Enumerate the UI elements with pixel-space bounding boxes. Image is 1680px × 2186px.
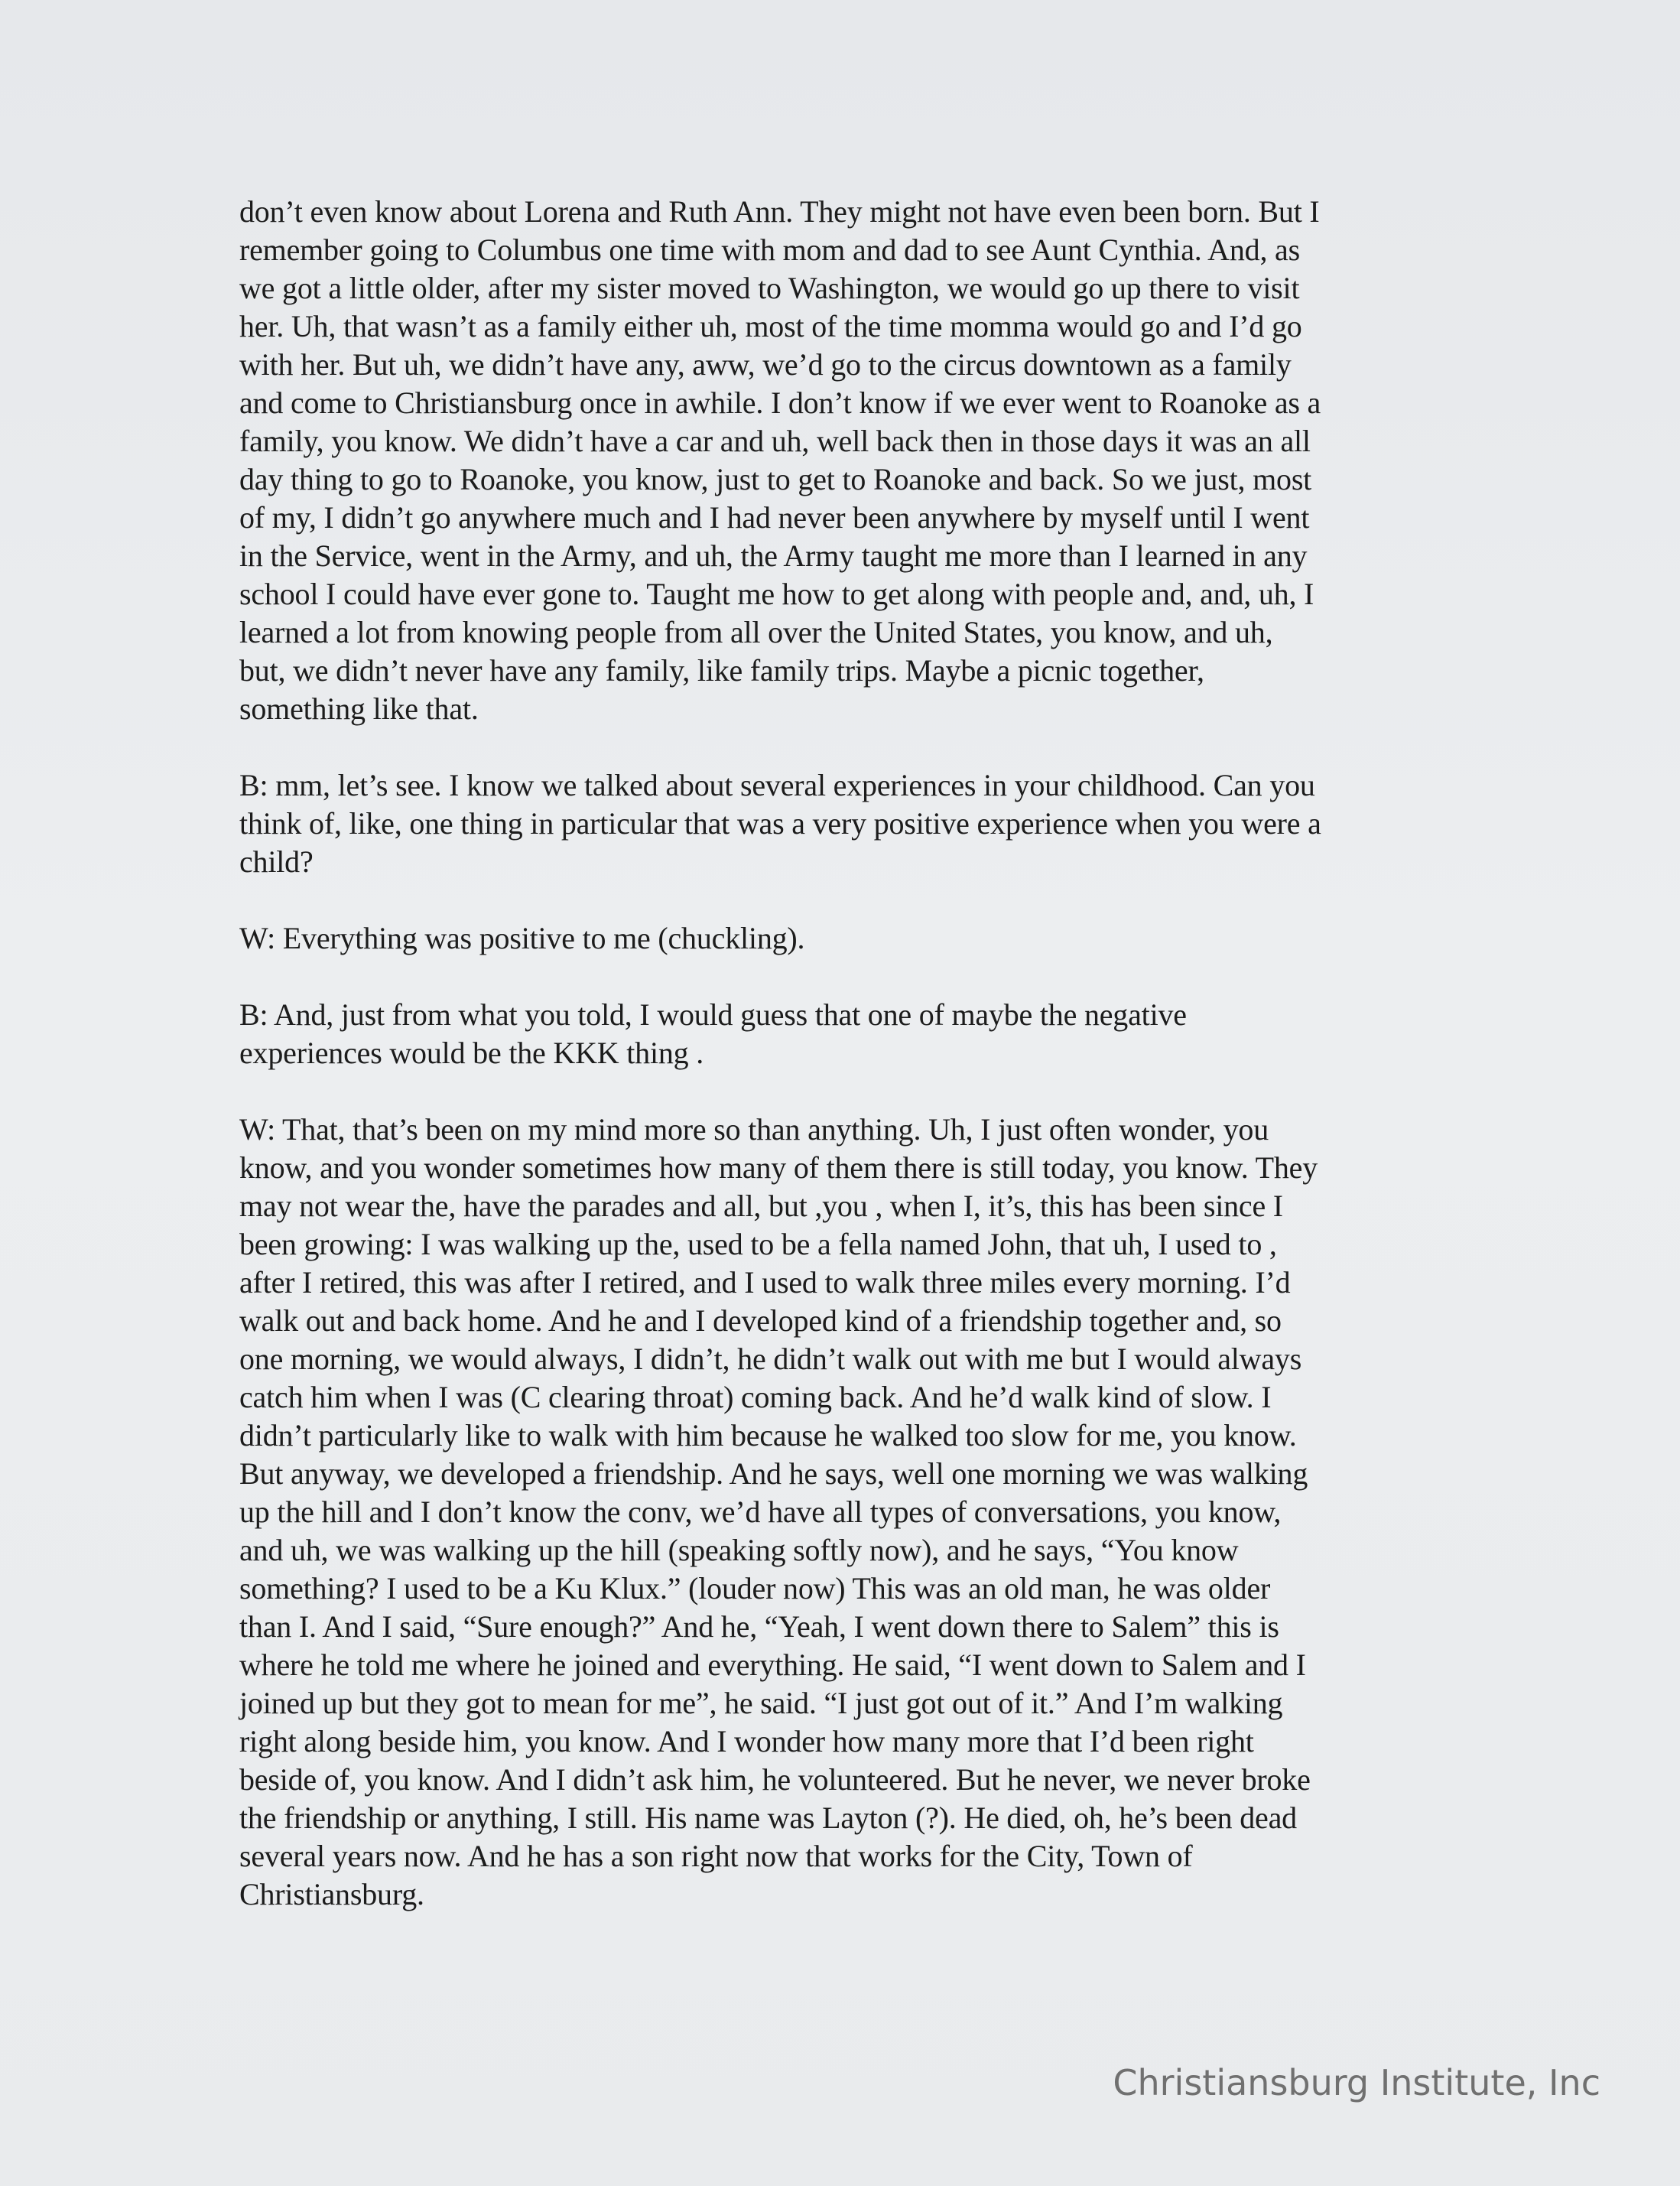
transcript-line: But anyway, we developed a friendship. And he says, well one morning we was walking <box>239 1456 1308 1491</box>
transcript-line: walk out and back home. And he and I developed kind of a friendship together and, so <box>239 1303 1282 1338</box>
transcript-line: than I. And I said, “Sure enough?” And he, “Yeah, I went down there to Salem” this is <box>239 1609 1279 1644</box>
transcript-line: didn’t particularly like to walk with him because he walked too slow for me, you know. <box>239 1418 1297 1452</box>
transcript-paragraph <box>239 766 1441 881</box>
transcript-line: and come to Christiansburg once in awhile. I don’t know if we ever went to Roanoke as a <box>239 385 1321 420</box>
transcript-line: learned a lot from knowing people from all over the United States, you know, and uh, <box>239 615 1273 649</box>
transcript-line: where he told me where he joined and everything. He said, “I went down to Salem and I <box>239 1648 1306 1682</box>
transcript-line: of my, I didn’t go anywhere much and I had never been anywhere by myself until I went <box>239 500 1310 535</box>
transcript-line: several years now. And he has a son right now that works for the City, Town of <box>239 1839 1193 1873</box>
transcript-line: the friendship or anything, I still. His name was Layton (?). He died, oh, he’s been dead <box>239 1801 1297 1835</box>
transcript-line: in the Service, went in the Army, and uh, the Army taught me more than I learned in any <box>239 538 1308 573</box>
transcript-line: W: Everything was positive to me (chuckling). <box>239 921 805 955</box>
transcript-body <box>239 193 1441 1952</box>
transcript-line: Christiansburg. <box>239 1877 424 1911</box>
transcript-line: may not wear the, have the parades and all, but ,you , when I, it’s, this has been since I <box>239 1189 1283 1223</box>
transcript-line: don’t even know about Lorena and Ruth Ann. They might not have even been born. But I <box>239 194 1320 229</box>
transcript-paragraph <box>239 1111 1441 1914</box>
transcript-line: her. Uh, that wasn’t as a family either uh, most of the time momma would go and I’d go <box>239 309 1302 343</box>
transcript-line: and uh, we was walking up the hill (speaking softly now), and he says, “You know <box>239 1533 1239 1567</box>
transcript-paragraph <box>239 193 1441 728</box>
transcript-line: school I could have ever gone to. Taught me how to get along with people and, and, uh, I <box>239 577 1314 611</box>
transcript-line: catch him when I was (C clearing throat) coming back. And he’d walk kind of slow. I <box>239 1380 1272 1414</box>
transcript-line: child? <box>239 844 314 879</box>
transcript-line: W: That, that’s been on my mind more so than anything. Uh, I just often wonder, you <box>239 1112 1269 1147</box>
transcript-line: been growing: I was walking up the, used to be a fella named John, that uh, I used to , <box>239 1227 1277 1261</box>
transcript-line: B: And, just from what you told, I would guess that one of maybe the negative <box>239 997 1187 1032</box>
transcript-line: B: mm, let’s see. I know we talked about several experiences in your childhood. Can you <box>239 768 1315 802</box>
transcript-line: experiences would be the KKK thing . <box>239 1036 704 1070</box>
transcript-line: something like that. <box>239 691 479 726</box>
transcript-line: but, we didn’t never have any family, like family trips. Maybe a picnic together, <box>239 653 1204 688</box>
transcript-line: with her. But uh, we didn’t have any, aww, we’d go to the circus downtown as a family <box>239 347 1292 382</box>
transcript-line: day thing to go to Roanoke, you know, just to get to Roanoke and back. So we just, most <box>239 462 1312 496</box>
transcript-line: think of, like, one thing in particular that was a very positive experience when you were a <box>239 806 1321 841</box>
transcript-line: beside of, you know. And I didn’t ask him, he volunteered. But he never, we never broke <box>239 1762 1311 1797</box>
transcript-line: something? I used to be a Ku Klux.” (louder now) This was an old man, he was older <box>239 1571 1271 1605</box>
transcript-line: family, you know. We didn’t have a car and uh, well back then in those days it was an all <box>239 424 1311 458</box>
transcript-line: we got a little older, after my sister moved to Washington, we would go up there to visit <box>239 271 1300 305</box>
transcript-line: after I retired, this was after I retired, and I used to walk three miles every morning. I’d <box>239 1265 1291 1300</box>
footer-watermark: Christiansburg Institute, Inc <box>1113 2062 1600 2103</box>
transcript-paragraph <box>239 996 1441 1072</box>
transcript-line: one morning, we would always, I didn’t, he didn’t walk out with me but I would always <box>239 1342 1302 1376</box>
transcript-line: joined up but they got to mean for me”, he said. “I just got out of it.” And I’m walking <box>239 1686 1283 1720</box>
transcript-paragraph <box>239 919 1441 958</box>
transcript-line: know, and you wonder sometimes how many of them there is still today, you know. They <box>239 1150 1318 1185</box>
transcript-line: right along beside him, you know. And I wonder how many more that I’d been right <box>239 1724 1254 1758</box>
transcript-line: remember going to Columbus one time with mom and dad to see Aunt Cynthia. And, as <box>239 233 1300 267</box>
transcript-line: up the hill and I don’t know the conv, we’d have all types of conversations, you know, <box>239 1495 1282 1529</box>
